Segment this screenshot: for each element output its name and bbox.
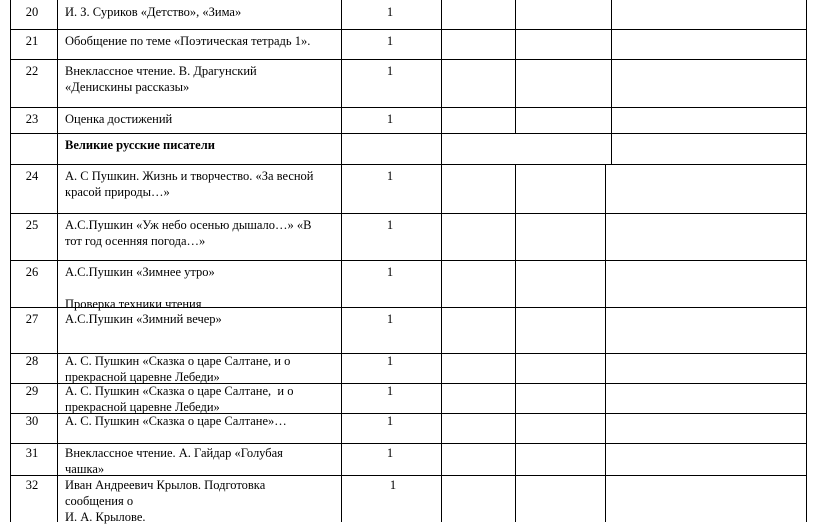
- column-divider-date-actual: [611, 0, 612, 164]
- row-divider: [10, 164, 806, 165]
- lesson-topic-line: И. А. Крылове.: [65, 510, 146, 524]
- lesson-topic-line: А.С.Пушкин «Уж небо осенью дышало…» «В: [65, 218, 312, 232]
- row-divider: [10, 59, 806, 60]
- column-divider-number: [57, 0, 58, 522]
- lesson-number: 21: [25, 34, 39, 48]
- lesson-hours: 1: [386, 218, 394, 232]
- lesson-hours: 1: [386, 414, 394, 428]
- column-divider-date-planned: [515, 164, 516, 522]
- lesson-number: 30: [25, 414, 39, 428]
- lesson-hours: 1: [386, 265, 394, 279]
- lesson-number: 27: [25, 312, 39, 326]
- lesson-topic-line: «Денискины рассказы»: [65, 80, 190, 94]
- lesson-topic-line: красой природы…»: [65, 185, 170, 199]
- lesson-topic-line: прекрасной царевне Лебеди»: [65, 370, 220, 384]
- column-divider-date-actual: [605, 164, 606, 522]
- row-divider: [10, 213, 806, 214]
- lesson-number: 23: [25, 112, 39, 126]
- lesson-number: 28: [25, 354, 39, 368]
- lesson-topic-line: А.С.Пушкин «Зимний вечер»: [65, 312, 222, 326]
- lesson-topic-line: прекрасной царевне Лебеди»: [65, 400, 220, 414]
- lesson-number: 22: [25, 64, 39, 78]
- lesson-topic-line: Иван Андреевич Крылов. Подготовка: [65, 478, 266, 492]
- lesson-topic-line: А.С.Пушкин «Зимнее утро»: [65, 265, 215, 279]
- column-divider-topic: [341, 0, 342, 522]
- row-divider: [10, 133, 806, 134]
- lesson-hours: 1: [386, 384, 394, 398]
- section-heading: Великие русские писатели: [65, 138, 215, 152]
- lesson-topic-line: тот год осенняя погода…»: [65, 234, 206, 248]
- lesson-hours: 1: [386, 112, 394, 126]
- lesson-number: 26: [25, 265, 39, 279]
- lesson-topic-line: А. С. Пушкин «Сказка о царе Салтане, и о: [65, 384, 294, 398]
- lesson-topic-line: А. С. Пушкин «Сказка о царе Салтане, и о: [65, 354, 291, 368]
- lesson-hours: 1: [386, 64, 394, 78]
- lesson-topic-line: Внеклассное чтение. А. Гайдар «Голубая: [65, 446, 283, 460]
- lesson-topic-line: чашка»: [65, 462, 105, 476]
- row-divider: [10, 107, 806, 108]
- table-right-border: [806, 0, 807, 522]
- lesson-topic-line: Оценка достижений: [65, 112, 173, 126]
- lesson-topic-line: И. З. Суриков «Детство», «Зима»: [65, 5, 242, 19]
- column-divider-date-planned: [515, 0, 516, 133]
- lesson-topic-line: А. С. Пушкин «Сказка о царе Салтане»…: [65, 414, 287, 428]
- lesson-hours: 1: [386, 312, 394, 326]
- lesson-number: 31: [25, 446, 39, 460]
- lesson-hours: 1: [386, 34, 394, 48]
- lesson-number: 29: [25, 384, 39, 398]
- lesson-hours: 1: [386, 354, 394, 368]
- lesson-hours: 1: [386, 169, 394, 183]
- lesson-topic-line: А. С Пушкин. Жизнь и творчество. «За весной: [65, 169, 314, 183]
- row-divider: [10, 260, 806, 261]
- row-divider: [10, 443, 806, 444]
- row-divider: [10, 29, 806, 30]
- lesson-topic-line: Внеклассное чтение. В. Драгунский: [65, 64, 257, 78]
- lesson-hours: 1: [386, 5, 394, 19]
- lesson-topic-line: сообщения о: [65, 494, 134, 508]
- lesson-topic-line: Обобщение по теме «Поэтическая тетрадь 1».: [65, 34, 311, 48]
- column-divider-hours: [441, 0, 442, 522]
- lesson-hours: 1: [386, 446, 394, 460]
- lesson-hours: 1: [389, 478, 397, 492]
- lesson-number: 25: [25, 218, 39, 232]
- lesson-topic-line: Проверка техники чтения: [65, 297, 202, 311]
- row-divider: [10, 475, 806, 476]
- lesson-number: 20: [25, 5, 39, 19]
- lesson-number: 32: [25, 478, 39, 492]
- lesson-number: 24: [25, 169, 39, 183]
